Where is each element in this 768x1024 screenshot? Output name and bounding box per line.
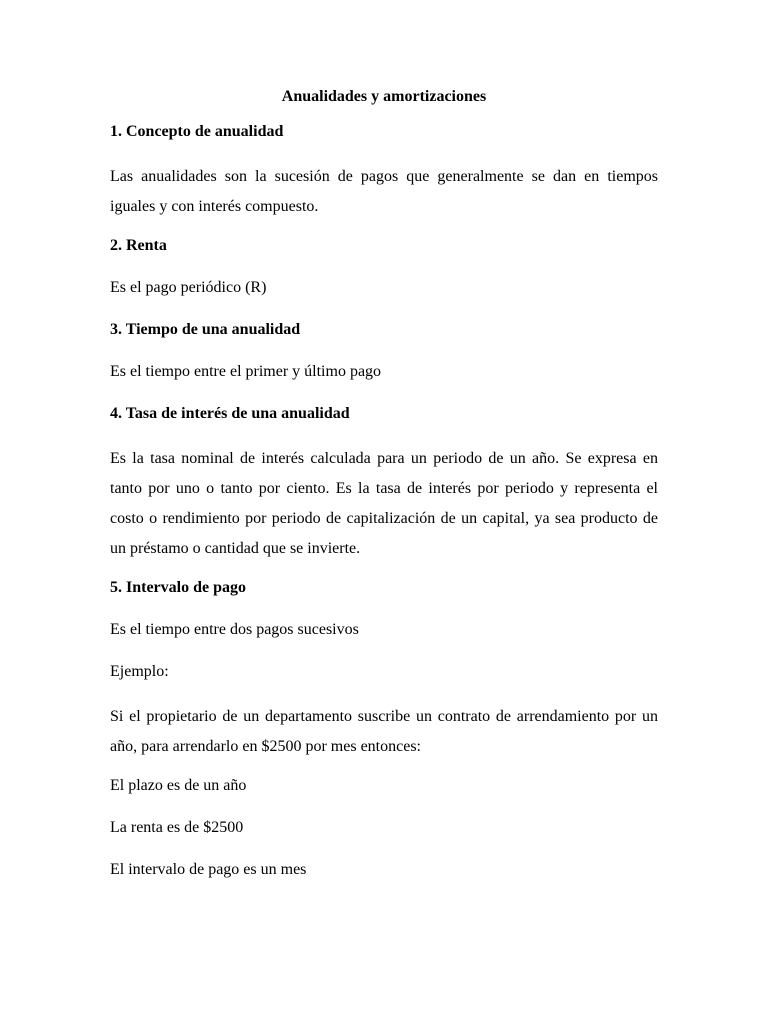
section-body-renta: Es el pago periódico (R) (110, 279, 267, 296)
example-line-intervalo: El intervalo de pago es un mes (110, 861, 307, 878)
section-heading-intervalo: 5. Intervalo de pago (110, 579, 246, 596)
section-body-intervalo: Es el tiempo entre dos pagos sucesivos (110, 621, 359, 638)
section-heading-tasa: 4. Tasa de interés de una anualidad (110, 405, 350, 422)
section-heading-tiempo: 3. Tiempo de una anualidad (110, 321, 301, 338)
section-body-tasa: Es la tasa nominal de interés calculada para un periodo de un año. Se expresa en tanto por uno o tanto por ciento. Es la tasa de interés por periodo y representa el costo o rendimiento por periodo de capitalización de un capital, ya sea producto de un préstamo o cantidad que se invierte. (110, 450, 658, 557)
section-heading-concepto: 1. Concepto de anualidad (110, 123, 284, 140)
section-body-tiempo: Es el tiempo entre el primer y último pago (110, 363, 382, 380)
example-label: Ejemplo: (110, 663, 169, 680)
document-content (110, 85, 658, 900)
example-line-renta: La renta es de $2500 (110, 819, 244, 836)
example-text: Si el propietario de un departamento suscribe un contrato de arrendamiento por un año, para arrendarlo en $2500 por mes entonces: (110, 708, 658, 755)
section-body-concepto: Las anualidades son la sucesión de pagos que generalmente se dan en tiempos iguales y con interés compuesto. (110, 168, 658, 215)
example-line-plazo: El plazo es de un año (110, 777, 247, 794)
document-title: Anualidades y amortizaciones (281, 88, 487, 105)
section-heading-renta: 2. Renta (110, 237, 167, 254)
